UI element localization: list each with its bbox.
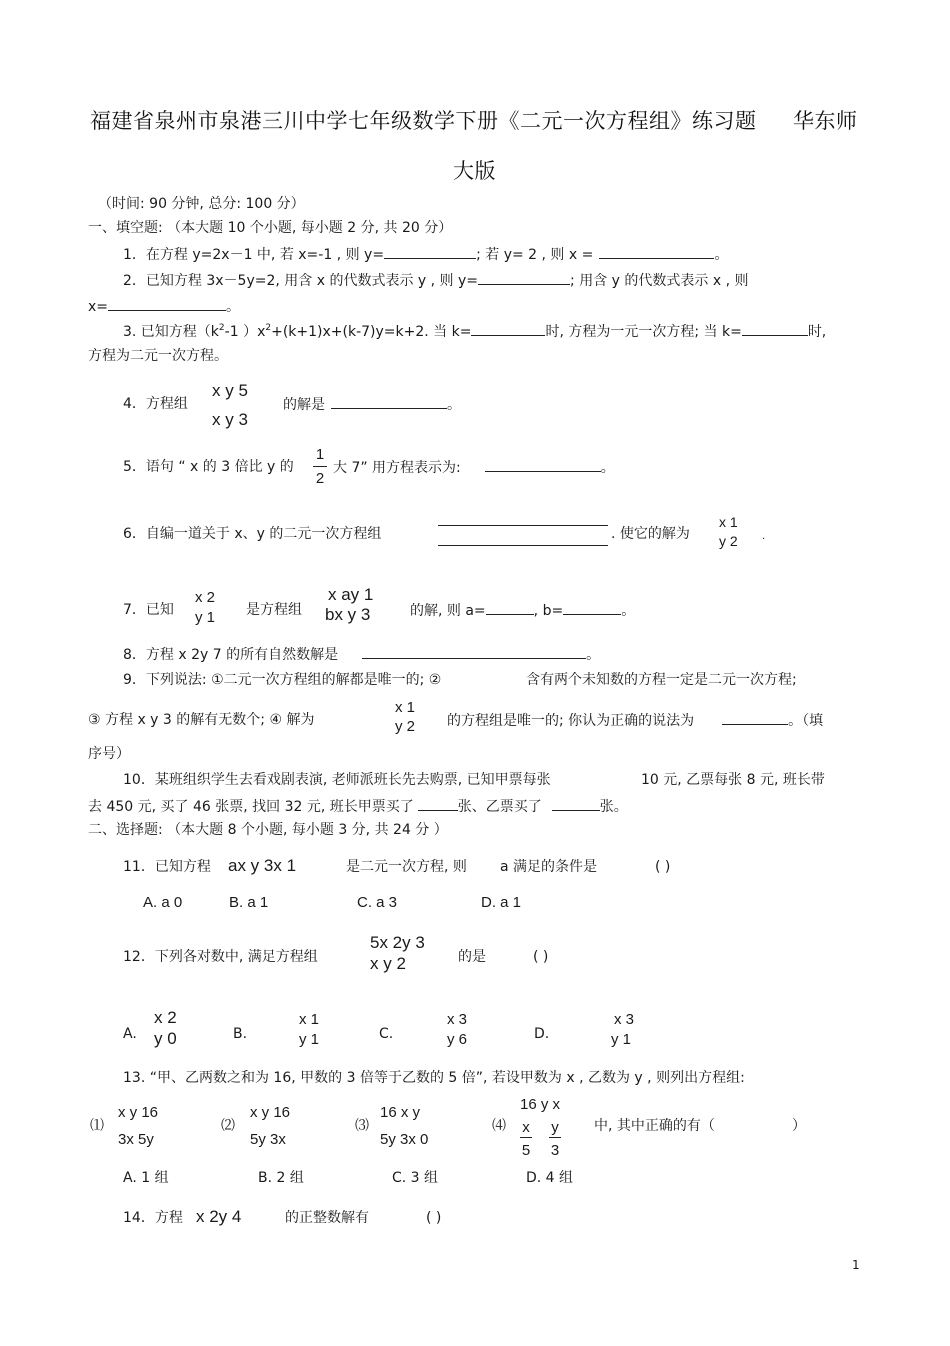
option-d[interactable]: D. a 1 [481,894,522,911]
system-4-label: ⑷ [492,1118,506,1134]
answer-blank[interactable] [418,797,458,811]
question-12: 12．下列各对数中, 满足方程组 [123,949,318,965]
answer-blank[interactable] [486,601,534,615]
question-11: 11．已知方程 [123,859,211,875]
question-5: 5．语句 “ x 的 3 倍比 y 的 [123,459,294,475]
question-6-tail: . 使它的解为 [611,526,690,542]
question-4-label: 4．方程组 [123,396,188,412]
question-7: 7．已知 [123,602,174,618]
answer-paren[interactable]: ( ) [426,1210,442,1226]
option-b[interactable]: B. 2 组 [258,1170,304,1186]
question-9-cont: ③ 方程 x y 3 的解有无数个; ④ 解为 [88,712,315,728]
answer-blank[interactable] [552,797,600,811]
option-c[interactable]: C. a 3 [357,894,398,911]
answer-blank[interactable] [478,271,570,285]
equation-system-row: 5x 2y 3 [370,933,425,952]
fraction-numerator: 1 [315,446,325,463]
question-7-tail: 的解, 则 a= , b= 。 [410,603,636,619]
system-2-label: ⑵ [221,1118,235,1134]
equation-system-row: x y 5 [212,381,248,400]
option-d[interactable]: D. [534,1026,550,1042]
answer-paren[interactable]: ( ) [655,859,671,875]
question-10-cont: 去 450 元, 买了 46 张票, 找回 32 元, 班长甲票买了 张、乙票买了 张。 [88,799,628,815]
answer-blank[interactable] [722,711,788,725]
page-title: 福建省泉州市泉港三川中学七年级数学下册《二元一次方程组》练习题 [90,109,757,133]
option-c[interactable]: C. 3 组 [392,1170,439,1186]
option-d[interactable]: D. 4 组 [526,1170,574,1186]
question-1: 1．在方程 y=2x－1 中, 若 x=-1 , 则 y= ; 若 y= 2 , 则 x = 。 [123,247,729,263]
question-2: 2．已知方程 3x－5y=2, 用含 x 的代数式表示 y , 则 y= ; 用含 y 的代数式表示 x , 则 [123,273,749,289]
answer-blank[interactable] [362,645,586,659]
question-10: 10．某班组织学生去看戏剧表演, 老师派班长先去购票, 已知甲票每张 [123,772,551,788]
page-title-line2: 大版 [453,159,496,183]
option-b[interactable]: B. a 1 [229,894,269,911]
page-number: 1 [852,1258,860,1272]
solution-row: y 2 [719,533,738,549]
answer-blank[interactable] [485,458,601,472]
option-a[interactable]: A. [123,1026,137,1042]
answer-line[interactable] [438,525,608,526]
answer-line[interactable] [438,545,608,546]
answer-blank[interactable] [563,601,621,615]
answer-blank[interactable] [108,297,226,311]
fraction-denominator: 2 [315,470,325,487]
equation-system-row: x ay 1 [328,585,374,604]
question-4-tail: 的解是 。 [283,397,461,413]
worksheet-page: 福建省泉州市泉港三川中学七年级数学下册《二元一次方程组》练习题 华东师 大版 （时间: 90 分钟, 总分: 100 分） 一、填空题: （本大题 10 个小题, 每小题 2 分, 共 20 分） 1．在方程 y=2x－1 中, 若 x=-1 , 则 y= ; 若 y= 2 , 则 x = 。 2．已知方程 3x－5y=2, 用含 x 的代数式表示 y , 则 y= ; 用含 y 的代数式表示 x , 则 x= 。 3. 已知方程（$k^2-1$ ）$x^2+(k+1)x+(k-7)y=k+2$. 当 k= 时, 方程为一元一次方程; 当 k= 时, 方程为二元一次方程。 4．方程组 x y 5 x y 3 的解是 。 5．语句 “ x 的 3 倍比 y 的 1 2 大 7” 用方程表示为: 。 6．自编一道关于 x、y 的二元一次方程组 . 使它的解为 x 1 y 2 . 7．已知 x 2 y 1 是方程组 x ay 1 bx y 3 的解, 则 a= , b= 。 8．方程 x 2y 7 的所有自然数解是 。 9．下列说法: ①二元一次方程组的解都是唯一的; ② 含有两个未知数的方程一定是二元一次方程; ③ 方程 x y 3 的解有无数个; ④ 解为 x 1 y 2 的方程组是唯一的; 你认为正确的说法为 。（填 序号） 10．某班组织学生去看戏剧表演, 老师派班长先去购票, 已知甲票每张 10 元, 乙票每张 8 元, 班长带 去 450 元, 买了 46 张票, 找回 32 元, 班长甲票买了 张、乙票买了 张。 二、选择题: （本大题 8 个小题, 每小题 3 分, 共 24 分 ） 11．已知方程 ax y 3x 1 是二元一次方程, 则 a 满足的条件是 ( ) A. a 0 B. a 1 C. a 3 D. a 1 12．下列各对数中, 满足方程组 5x 2y 3 x y 2 的是 ( ) A. x 2 y 0 B. x 1 y 1 C. x 3 y 6 D. x 3 y 1 13. “甲、乙两数之和为 16, 甲数的 3 倍等于乙数的 5 倍”, 若设甲数为 x , 乙数为 y , 则列出方程组: ⑴ x y 16 3x 5y ⑵ x y 16 5y 3x ⑶ 16 x y 5y 3x 0 ⑷ 16 y x x 5 y 3 中, 其中正确的有（ ） A. 1 组 B. 2 组 C. 3 组 D. 4 组 14．方程 x 2y 4 的正整数解有 ( ) 1 [0,0,950,1346]
page-title-publisher: 华东师 [793,109,858,133]
option-b[interactable]: B. [233,1026,248,1042]
question-2-cont: x= 。 [88,299,241,315]
fraction-bar [313,466,327,467]
equation-system-row: bx y 3 [325,605,371,624]
solution-row: x 1 [719,514,738,530]
system-1-label: ⑴ [90,1118,104,1134]
answer-blank[interactable] [599,245,714,259]
question-3-cont: 方程为二元一次方程。 [88,348,228,364]
question-6: 6．自编一道关于 x、y 的二元一次方程组 [123,526,382,542]
exam-meta: （时间: 90 分钟, 总分: 100 分） [98,196,305,212]
solution-row: x 1 [395,699,416,716]
equation: x 2y 4 [196,1207,242,1226]
system-3-label: ⑶ [355,1118,369,1134]
option-a[interactable]: A. a 0 [143,894,183,911]
equation-system-row: x y 3 [212,410,248,429]
equation-system-row: x y 2 [370,954,406,973]
question-13: 13. “甲、乙两数之和为 16, 甲数的 3 倍等于乙数的 5 倍”, 若设甲数为 x , 乙数为 y , 则列出方程组: [123,1070,745,1086]
answer-blank[interactable] [471,322,545,336]
option-a[interactable]: A. 1 组 [123,1170,169,1186]
solution-row: y 2 [395,718,416,735]
option-c[interactable]: C. [379,1026,394,1042]
section-heading-fill: 一、填空题: （本大题 10 个小题, 每小题 2 分, 共 20 分） [88,220,453,236]
question-5-tail: 大 7” 用方程表示为: 。 [333,460,615,476]
equation: ax y 3x 1 [228,856,297,875]
section-heading-choice: 二、选择题: （本大题 8 个小题, 每小题 3 分, 共 24 分 ） [88,822,448,838]
solution-row: x 2 [195,589,216,606]
question-8: 8．方程 x 2y 7 的所有自然数解是 。 [123,647,601,663]
question-14: 14．方程 [123,1210,183,1226]
answer-blank[interactable] [742,322,808,336]
question-9: 9．下列说法: ①二元一次方程组的解都是唯一的; ② [123,672,442,688]
answer-blank[interactable] [384,245,476,259]
answer-blank[interactable] [331,395,447,409]
question-3: 3. 已知方程（$k^2-1$ ）$x^2+(k+1)x+(k-7)y=k+2$. 当 k= 时, 方程为一元一次方程; 当 k= 时, [123,323,827,340]
answer-paren[interactable]: ( ) [533,949,549,965]
solution-row: y 1 [195,609,216,626]
